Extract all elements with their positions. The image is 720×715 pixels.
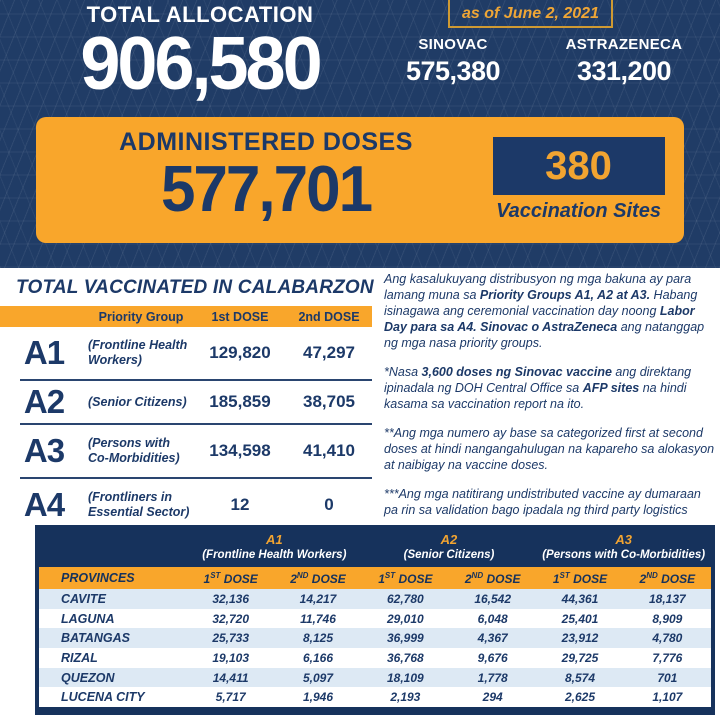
dose1-column-header: 1ST DOSE	[552, 570, 608, 586]
priority-desc: (Persons with Co-Morbidities)	[88, 436, 180, 465]
vaccination-sites-label: Vaccination Sites	[496, 200, 661, 222]
sinovac-value: 575,380	[405, 56, 501, 86]
province-name: RIZAL	[61, 650, 98, 665]
astrazeneca-label: ASTRAZENECA	[565, 36, 683, 53]
priority-desc: (Senior Citizens)	[88, 394, 187, 409]
cell-value: 18,137	[648, 591, 686, 606]
priority-dose2-value: 41,410	[303, 441, 355, 460]
priority-dose1-value: 185,859	[209, 392, 271, 411]
vaccine-brand-astrazeneca	[540, 36, 708, 87]
vaccination-sites-count: 380	[545, 143, 612, 188]
priority-dose2-value: 0	[324, 495, 334, 514]
table-row-quezon	[39, 668, 711, 688]
cell-value: 6,048	[477, 611, 508, 626]
administered-doses-label: ADMINISTERED DOSES	[119, 128, 413, 156]
priority-code: A1	[23, 334, 65, 371]
cell-value: 23,912	[561, 631, 599, 646]
cell-value: 4,780	[652, 631, 683, 646]
table-row-lucena-city	[39, 687, 711, 707]
cell-value: 8,909	[652, 611, 683, 626]
group-code: A1	[266, 531, 283, 547]
group-desc: (Senior Citizens)	[403, 548, 495, 561]
cell-value: 32,136	[212, 591, 250, 606]
dose2-column-header: 2ND DOSE	[639, 570, 696, 586]
priority-desc: (Frontliners in Essential Sector)	[88, 490, 190, 519]
province-name: LUCENA CITY	[61, 690, 145, 705]
administered-doses-value: 577,701	[160, 153, 372, 226]
priority-header-dose1: 1st DOSE	[211, 309, 269, 324]
cell-value: 1,946	[302, 690, 333, 705]
dose2-column-header: 2ND DOSE	[290, 570, 346, 586]
cell-value: 62,780	[386, 591, 424, 606]
hero-section	[0, 0, 720, 268]
cell-value: 36,768	[386, 650, 424, 665]
cell-value: 701	[657, 670, 678, 685]
cell-value: 25,733	[212, 631, 250, 646]
cell-value: 18,109	[386, 670, 424, 685]
priority-row-a2	[0, 381, 378, 423]
cell-value: 4,367	[477, 631, 508, 646]
notes-column	[384, 271, 718, 531]
cell-value: 8,574	[564, 670, 595, 685]
dose1-column-header: 1ST DOSE	[203, 570, 258, 586]
vaccination-sites-count-box	[493, 137, 665, 195]
province-table	[35, 525, 715, 715]
cell-value: 6,166	[302, 650, 333, 665]
cell-value: 19,103	[212, 650, 250, 665]
cell-value: 9,676	[477, 650, 508, 665]
priority-dose2-value: 38,705	[303, 392, 355, 411]
priority-dose1-value: 12	[230, 495, 250, 514]
priority-row-a4	[0, 479, 378, 531]
priority-code: A3	[23, 432, 65, 469]
priority-header-dose2: 2nd DOSE	[298, 309, 360, 324]
group-desc: (Persons with Co-Morbidities)	[542, 548, 706, 561]
group-desc: (Frontline Health Workers)	[202, 548, 347, 561]
dose2-column-header: 2ND DOSE	[464, 570, 521, 586]
cell-value: 16,542	[474, 591, 512, 606]
priority-table-header	[0, 306, 372, 327]
province-table-subheader	[39, 567, 711, 589]
cell-value: 25,401	[561, 611, 599, 626]
administered-doses-block	[46, 128, 486, 226]
cell-value: 7,776	[652, 650, 683, 665]
priority-header-group: Priority Group	[98, 309, 184, 324]
priority-table-title: TOTAL VACCINATED IN CALABARZON	[16, 277, 374, 298]
priority-dose2-value: 47,297	[303, 343, 355, 362]
province-name: BATANGAS	[61, 631, 130, 646]
province-name: CAVITE	[61, 591, 106, 606]
cell-value: 44,361	[561, 591, 599, 606]
cell-value: 1,107	[652, 690, 683, 705]
table-row-laguna	[39, 609, 711, 629]
cell-value: 2,193	[390, 690, 421, 705]
priority-dose1-value: 129,820	[209, 343, 271, 362]
note-paragraph-2: *Nasa 3,600 doses ng Sinovac vaccine ang direktang ipinadala ng DOH Central Office sa AFP sites na hindi kasama sa vaccination report na ito.	[384, 365, 692, 411]
total-allocation-label: TOTAL ALLOCATION	[86, 2, 314, 27]
cell-value: 29,010	[386, 611, 424, 626]
sinovac-label: SINOVAC	[418, 36, 488, 53]
cell-value: 5,097	[302, 670, 333, 685]
group-header-a3	[536, 532, 711, 561]
cell-value: 36,999	[386, 631, 424, 646]
total-allocation-block	[30, 2, 370, 107]
cell-value: 14,411	[212, 670, 249, 685]
group-code: A2	[440, 531, 458, 547]
dose1-column-header: 1ST DOSE	[378, 570, 433, 586]
cell-value: 11,746	[300, 611, 336, 626]
priority-dose1-value: 134,598	[209, 441, 271, 460]
provinces-column-header: PROVINCES	[61, 571, 135, 585]
priority-row-a3	[0, 425, 378, 477]
group-header-a1	[187, 532, 362, 561]
vaccination-sites-block	[476, 137, 681, 223]
note-paragraph-3: **Ang mga numero ay base sa categorized first at second doses at hindi nangangahulugan na kapareho sa alokasyon at naibigay na vaccine doses.	[384, 426, 715, 472]
priority-group-table	[0, 268, 378, 531]
note-paragraph-1: Ang kasalukuyang distribusyon ng mga bakuna ay para lamang muna sa Priority Groups A1, A2 at A3. Habang isinagawa ang ceremonial vaccination day noong Labor Day para sa A4. Sinovac o AstraZeneca ang natanggap ng mga nasa priority groups.	[384, 272, 705, 350]
note-paragraph-4: ***Ang mga natitirang undistributed vaccine ay dumaraan pa rin sa validation bago ipadala ng third party logistics	[384, 487, 701, 517]
cell-value: 2,625	[564, 690, 595, 705]
priority-code: A4	[23, 486, 65, 523]
province-table-group-header	[39, 525, 711, 567]
province-name: QUEZON	[61, 670, 115, 685]
cell-value: 1,778	[477, 670, 508, 685]
group-code: A3	[615, 531, 632, 547]
vaccine-brands	[388, 36, 708, 87]
total-allocation-value: 906,580	[80, 22, 320, 107]
cell-value: 8,125	[302, 631, 333, 646]
priority-desc: (Frontline Health Workers)	[88, 338, 188, 367]
table-row-rizal	[39, 648, 711, 668]
astrazeneca-value: 331,200	[576, 56, 672, 86]
group-header-a2	[362, 532, 537, 561]
vaccine-brand-sinovac	[388, 36, 518, 87]
priority-code: A2	[23, 383, 65, 420]
cell-value: 14,217	[299, 591, 337, 606]
as-of-date-badge: as of June 2, 2021	[448, 0, 613, 28]
table-bottom-bar	[39, 707, 711, 715]
cell-value: 32,720	[212, 611, 250, 626]
cell-value: 29,725	[561, 650, 599, 665]
cell-value: 294	[482, 690, 503, 705]
table-row-batangas	[39, 628, 711, 648]
administered-doses-panel	[36, 117, 684, 243]
province-name: LAGUNA	[61, 611, 115, 626]
cell-value: 5,717	[215, 690, 246, 705]
priority-row-a1	[0, 327, 378, 379]
table-row-cavite	[39, 589, 711, 609]
